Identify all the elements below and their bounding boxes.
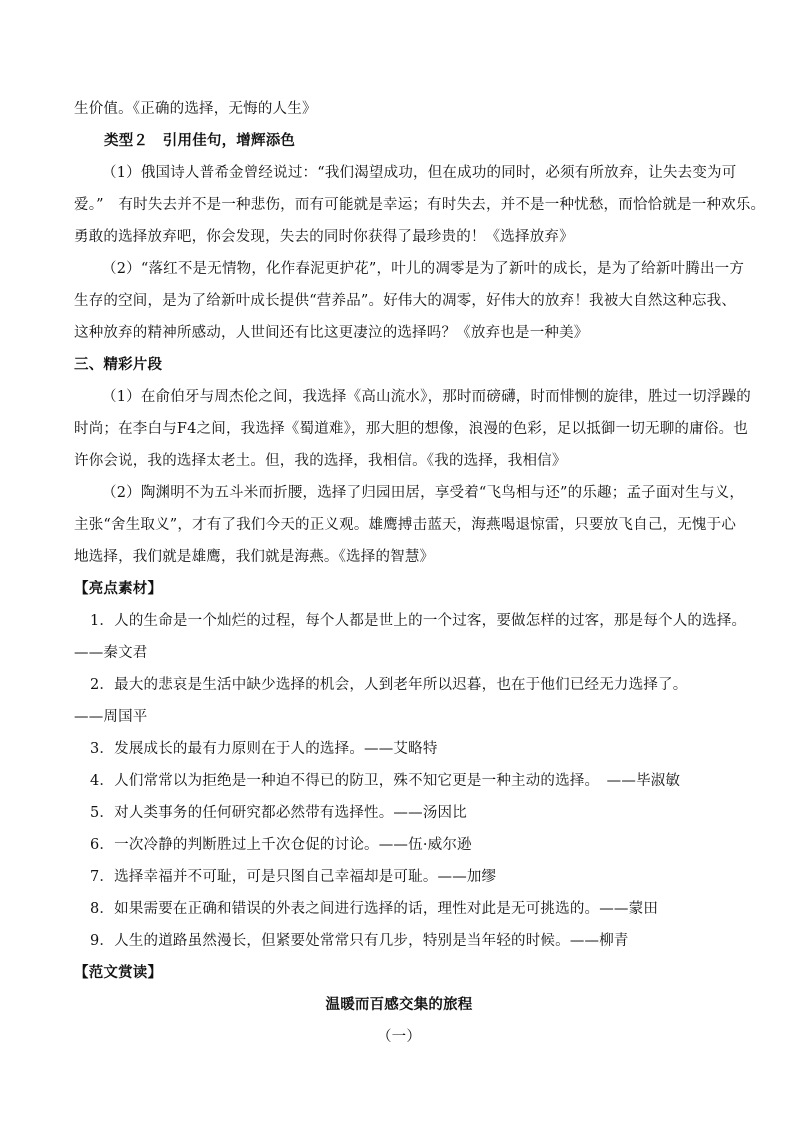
section-heading: 【亮点素材】 (74, 580, 163, 597)
paragraph-line: 许你会说，我的选择太老土。但，我的选择，我相信。《我的选择，我相信》 (74, 453, 567, 469)
list-item: 2．最大的悲哀是生活中缺少选择的机会，人到老年所以迟暮，也在于他们已经无力选择了。 (90, 677, 688, 693)
paragraph-line: 主张“舍生取义”，才有了我们今天的正义观。雄鹰搏击蓝天，海燕喝退惊雷，只要放飞自己，无愧于心 (74, 517, 737, 533)
paragraph-line: 地选择，我们就是雄鹰，我们就是海燕。《选择的智慧》 (74, 549, 435, 565)
paragraph-line: 勇敢的选择放弃吧，你会发现，失去的同时你获得了最珍贵的！《选择放弃》 (74, 229, 574, 245)
text-line: 生价值。《正确的选择，无悔的人生》 (74, 101, 317, 117)
paragraph-line: （2）陶渊明不为五斗米而折腰，选择了归园田居，享受着“飞鸟相与还”的乐趣；孟子面对生与义， (102, 485, 745, 501)
paragraph-line: 时尚；在李白与F4之间，我选择《蜀道难》，那大胆的想像，浪漫的色彩，足以抵御一切无聊的庸俗。也 (74, 421, 748, 437)
paragraph-line: （2）“落红不是无情物，化作春泥更护花”，叶儿的凋零是为了新叶的成长，是为了给新叶腾出一方 (102, 261, 745, 277)
list-item: 3．发展成长的最有力原则在于人的选择。——艾略特 (90, 741, 438, 757)
list-item: 9．人生的道路虽然漫长，但紧要处常常只有几步，特别是当年轻的时候。——柳青 (90, 933, 629, 949)
list-item: 5．对人类事务的任何研究都必然带有选择性。——汤因比 (90, 805, 467, 821)
essay-part-number: （一） (376, 1029, 422, 1045)
list-item: 7．选择幸福并不可耻，可是只图自己幸福却是可耻。——加缪 (90, 869, 497, 885)
paragraph-line: （1）俄国诗人普希金曾经说过：“我们渴望成功，但在成功的同时，必须有所放弃，让失去变为可 (102, 165, 737, 181)
essay-title: 温暖而百感交集的旅程 (325, 996, 473, 1013)
section-heading: 类型２ 引用佳句，增辉添色 (104, 132, 296, 149)
quote-author: ——周国平 (74, 709, 148, 725)
section-heading: 三、精彩片段 (74, 356, 163, 373)
paragraph-line: 这种放弃的精神所感动，人世间还有比这更凄泣的选择吗？《放弃也是一种美》 (74, 325, 589, 341)
paragraph-line: 爱。” 有时失去并不是一种悲伤，而有可能就是幸运；有时失去，并不是一种忧愁，而恰恰就是一种欢乐。 (74, 197, 766, 213)
list-item: 8．如果需要在正确和错误的外表之间进行选择的话，理性对此是无可挑选的。——蒙田 (90, 901, 659, 917)
section-heading: 【范文赏读】 (74, 964, 163, 981)
list-item: 6．一次冷静的判断胜过上千次仓促的讨论。——伍·威尔逊 (90, 837, 472, 853)
list-item: 1．人的生命是一个灿烂的过程，每个人都是世上的一个过客，要做怎样的过客，那是每个人的选择。 (90, 613, 747, 629)
paragraph-line: （1）在俞伯牙与周杰伦之间，我选择《高山流水》，那时而磅礴，时而悱恻的旋律，胜过一切浮躁的 (102, 389, 751, 405)
quote-author: ——秦文君 (74, 645, 148, 661)
paragraph-line: 生存的空间，是为了给新叶成长提供“营养品”。好伟大的凋零，好伟大的放弃！我被大自然这种忘我、 (74, 293, 737, 309)
list-item: 4．人们常常以为拒绝是一种迫不得已的防卫，殊不知它更是一种主动的选择。 ——毕淑敏 (90, 773, 681, 789)
